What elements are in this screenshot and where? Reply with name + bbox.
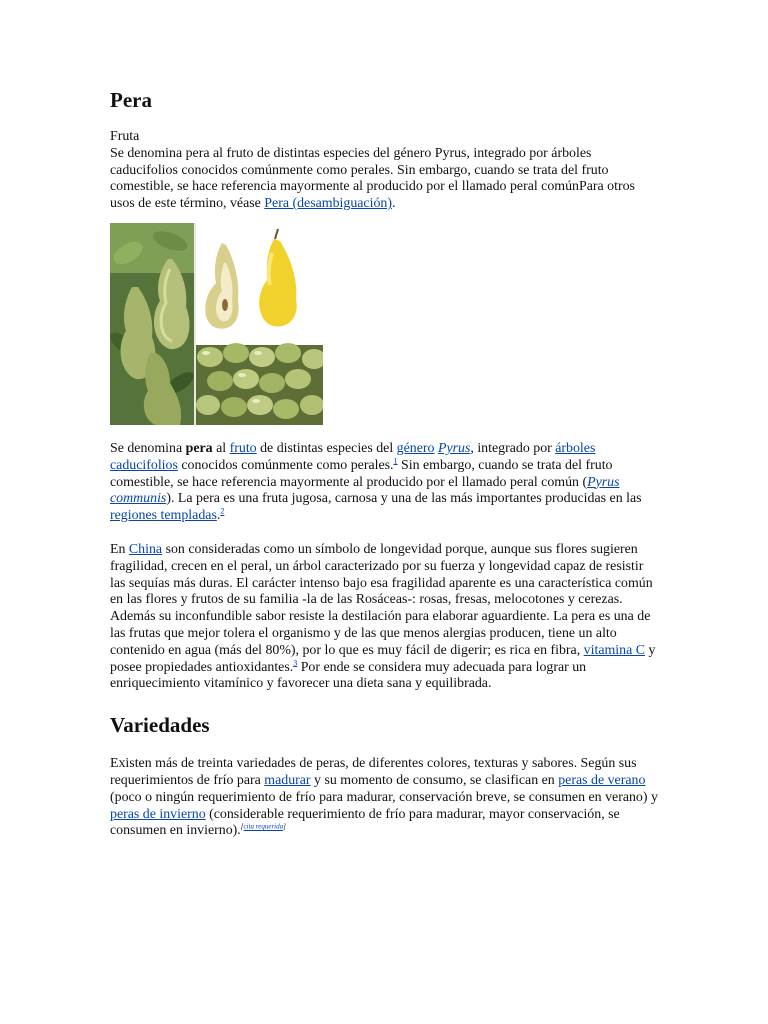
link-vitamina-c[interactable]: vitamina C [583,642,645,658]
link-fruto[interactable]: fruto [229,440,257,456]
citation-needed: [cita requerida] [240,822,286,831]
paragraph-china: En China son consideradas como un símbolo de longevidad porque, aunque sus flores sugieren fragilidad, crecen en el peral, un árbol caracterizado por su fuerza y longevidad capaz de resistir las sequías más duras. El carácter intenso bajo esa fragilidad aparente es una característica común en las flores y frutos de su familia -la de las Rosáceas-: rosas, fresas, melocotones y cerezas. Además su inconfundible sabor resiste la destilación para elaborar aguardiente. La pera es una de las frutas que mejor tolera el organismo y de las que menos alergias producen, tiene un alto contenido en agua (más del 80%), por lo que es muy fácil de digerir; es rica en fibra, vitamina C y posee propiedades antioxidantes.$^3$ Por ende se considera muy adecuada para lograr un enriquecimiento vitamínico y favorecer una dieta sana y equilibrada. [110,541,656,692]
page-title: Pera [110,88,152,112]
link-pyrus[interactable]: Pyrus [437,440,471,456]
intro-text: Se denomina pera al fruto de distintas especies del género Pyrus, integrado por árboles caducifolios conocidos comúnmente como perales. Sin embargo, cuando se trata del fruto comestible, se hace referencia mayormente al producido por el llamado peral comúnPara otros usos de este término, véase [110,145,635,212]
article-content [110,86,662,840]
link-pyrus-communis[interactable]: Pyrus communis [110,474,620,507]
link-regiones-templadas[interactable]: regiones templadas [110,508,217,524]
intro-label: Fruta [110,129,140,144]
link-peras-de-verano[interactable]: peras de verano [558,772,646,788]
pear-collage-image [110,223,323,425]
section-heading-variedades: Variedades [110,713,210,738]
reference-3[interactable]: 3 [293,657,298,667]
link-pera-desambiguacion[interactable]: Pera (desambiguación) [264,196,392,212]
intro-block [110,129,662,213]
reference-1[interactable]: 1 [393,456,398,466]
paragraph-definicion: Se denomina pera al fruto de distintas especies del género Pyrus, integrado por árboles caducifolios conocidos comúnmente como perales.$^1$ Sin embargo, cuando se trata del fruto comestible, se hace referencia mayormente al producido por el llamado peral común (Pyrus communis). La pera es una fruta jugosa, carnosa y una de las más importantes producidas en las regiones templadas.$^2$ [110,440,642,524]
link-peras-de-invierno[interactable]: peras de invierno [110,806,206,822]
link-arboles-caducifolios[interactable]: árboles caducifolios [110,440,596,473]
reference-2[interactable]: 2 [220,506,225,516]
paragraph-variedades: Existen más de treinta variedades de peras, de diferentes colores, texturas y sabores. Según sus requerimientos de frío para madurar y su momento de consumo, se clasifican en peras de verano (poco o ningún requerimiento de frío para madurar, conservación breve, se consumen en verano) y peras de invierno (considerable requerimiento de frío para madurar, mayor conservación, se consumen en invierno).[cita requerida] [110,756,658,839]
intro-paragraph: Se denomina pera al fruto de distintas especies del género Pyrus, integrado por árboles caducifolios conocidos comúnmente como perales. Sin embargo, cuando se trata del fruto comestible, se hace referencia mayormente al producido por el llamado peral comúnPara otros usos de este término, véase Pera (desambiguación). [110,145,635,212]
link-genero[interactable]: género [396,440,435,456]
link-china[interactable]: China [128,541,163,557]
bold-term-pera: pera [185,440,213,456]
link-cita-requerida[interactable]: cita requerida [243,822,284,831]
link-madurar[interactable]: madurar [264,772,311,788]
